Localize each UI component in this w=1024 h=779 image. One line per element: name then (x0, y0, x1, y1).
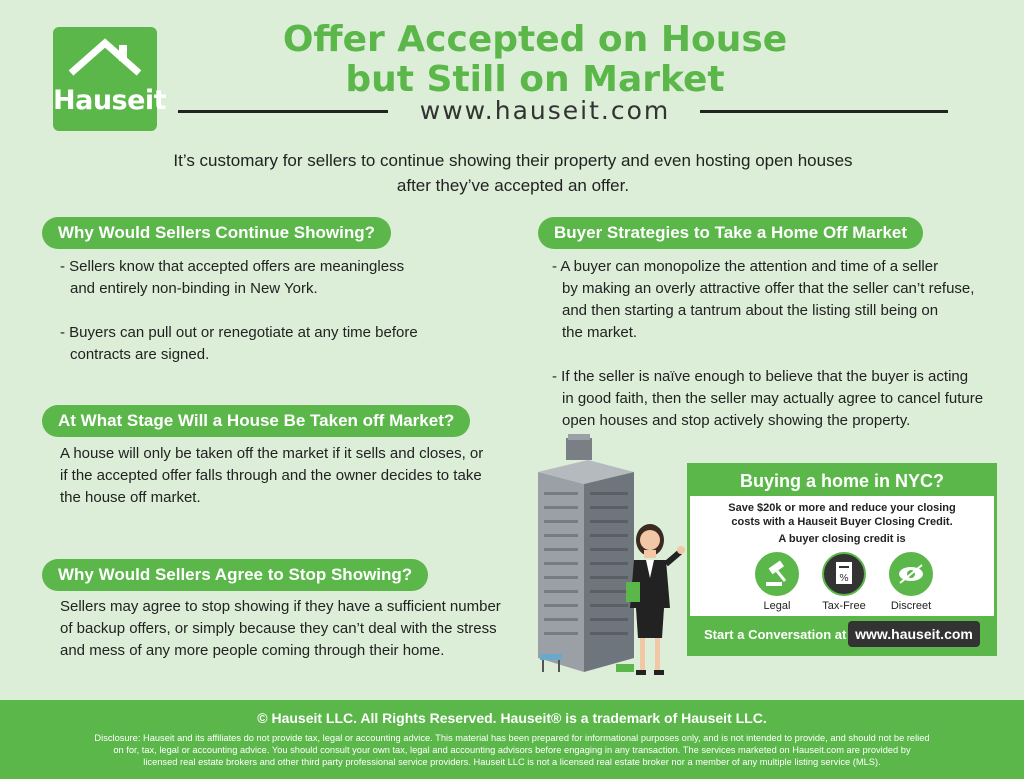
badge-label: Tax-Free (822, 600, 866, 612)
disclaimer-line: on for, tax, legal or accounting advice. You should consult your own tax, legal and accounting advisors before engaging in any transaction. The services marketed on Hauseit.com are provided by (113, 745, 911, 755)
logo-text: Hauseit (53, 85, 167, 116)
why-stop-body (60, 596, 530, 662)
text-line: - Buyers can pull out or renegotiate at any time before (60, 324, 418, 341)
badge-tax-free (809, 552, 879, 612)
site-url: www.hauseit.com (419, 96, 671, 125)
title-line-2: but Still on Market (345, 59, 725, 100)
disclaimer-line: licensed real estate brokers and other third party professional service providers. Hauseit LLC is not a licensed real estate broker nor a member of any multiple listing service (MLS). (143, 757, 881, 767)
promo-card (687, 463, 997, 656)
text-line: contracts are signed. (70, 346, 210, 363)
badge-discreet (876, 552, 946, 612)
heading-what-stage: At What Stage Will a House Be Taken off Market? (42, 405, 470, 437)
gavel-icon (755, 552, 799, 596)
promo-url-button[interactable]: www.hauseit.com (848, 621, 980, 647)
promo-cta-text: Start a Conversation at (704, 627, 847, 642)
bench-icon (540, 654, 562, 660)
heading-why-continue: Why Would Sellers Continue Showing? (42, 217, 391, 249)
eye-icon (889, 552, 933, 596)
copyright: © Hauseit LLC. All Rights Reserved. Hauseit® is a trademark of Hauseit LLC. (257, 710, 767, 726)
promo-subtext (690, 501, 994, 529)
page-title (230, 20, 840, 100)
promo-sub-line: costs with a Hauseit Buyer Closing Credit. (731, 516, 953, 528)
text-line: and then starting a tantrum about the listing still being on (562, 302, 939, 319)
promo-footer (690, 616, 994, 653)
divider-right (700, 110, 948, 113)
disclaimer (7, 732, 1017, 768)
text-line: and mess of any more people coming through their home. (60, 642, 445, 659)
buyer-strategies-body (552, 256, 1012, 454)
text-line: - Sellers know that accepted offers are meaningless (60, 258, 405, 275)
hauseit-logo (53, 27, 167, 131)
text-line: the house off market. (60, 489, 201, 506)
text-line: if the accepted offer falls through and the owner decides to take (60, 467, 482, 484)
agent-woman-icon (626, 524, 685, 675)
text-line: - If the seller is naïve enough to believe that the buyer is acting (552, 368, 969, 385)
footer (0, 700, 1024, 779)
badge-label: Discreet (890, 600, 932, 612)
text-line: the market. (562, 324, 638, 341)
text-line: by making an overly attractive offer that the seller can’t refuse, (562, 280, 975, 297)
intro-line-1: It’s customary for sellers to continue showing their property and even hosting open houses (173, 151, 853, 170)
text-line: - A buyer can monopolize the attention and time of a seller (552, 258, 939, 275)
text-line: in good faith, then the seller may actually agree to cancel future (562, 390, 984, 407)
text-line: Sellers may agree to stop showing if they have a sufficient number (60, 598, 501, 615)
text-line: of backup offers, or simply because they can’t deal with the stress (60, 620, 497, 637)
promo-heading: Buying a home in NYC? (690, 466, 994, 496)
what-stage-body (60, 443, 530, 509)
money-icon (616, 664, 634, 672)
badge-legal (742, 552, 812, 612)
intro-text (110, 148, 916, 198)
text-line: A house will only be taken off the market if it sells and closes, or (60, 445, 484, 462)
divider-left (178, 110, 388, 113)
tax-document-icon (822, 552, 866, 596)
why-continue-body (60, 256, 480, 388)
heading-why-stop: Why Would Sellers Agree to Stop Showing? (42, 559, 428, 591)
intro-line-2: after they’ve accepted an offer. (396, 176, 630, 195)
text-line: open houses and stop actively showing the property. (562, 412, 911, 429)
promo-sub-line: Save $20k or more and reduce your closing (728, 502, 956, 514)
promo-lead: A buyer closing credit is (778, 533, 906, 545)
svg-text:%: % (839, 573, 849, 584)
building-agent-illustration (530, 432, 690, 682)
heading-buyer-strategies: Buyer Strategies to Take a Home Off Market (538, 217, 923, 249)
text-line: and entirely non-binding in New York. (70, 280, 318, 297)
disclaimer-line: Disclosure: Hauseit and its affiliates do not provide tax, legal or accounting advice. This material has been prepared for informational purposes only, and is not intended to provide, and should not be relied (94, 733, 930, 743)
title-line-1: Offer Accepted on House (282, 19, 788, 60)
badge-label: Legal (763, 600, 791, 612)
skyscraper-icon (538, 434, 634, 672)
